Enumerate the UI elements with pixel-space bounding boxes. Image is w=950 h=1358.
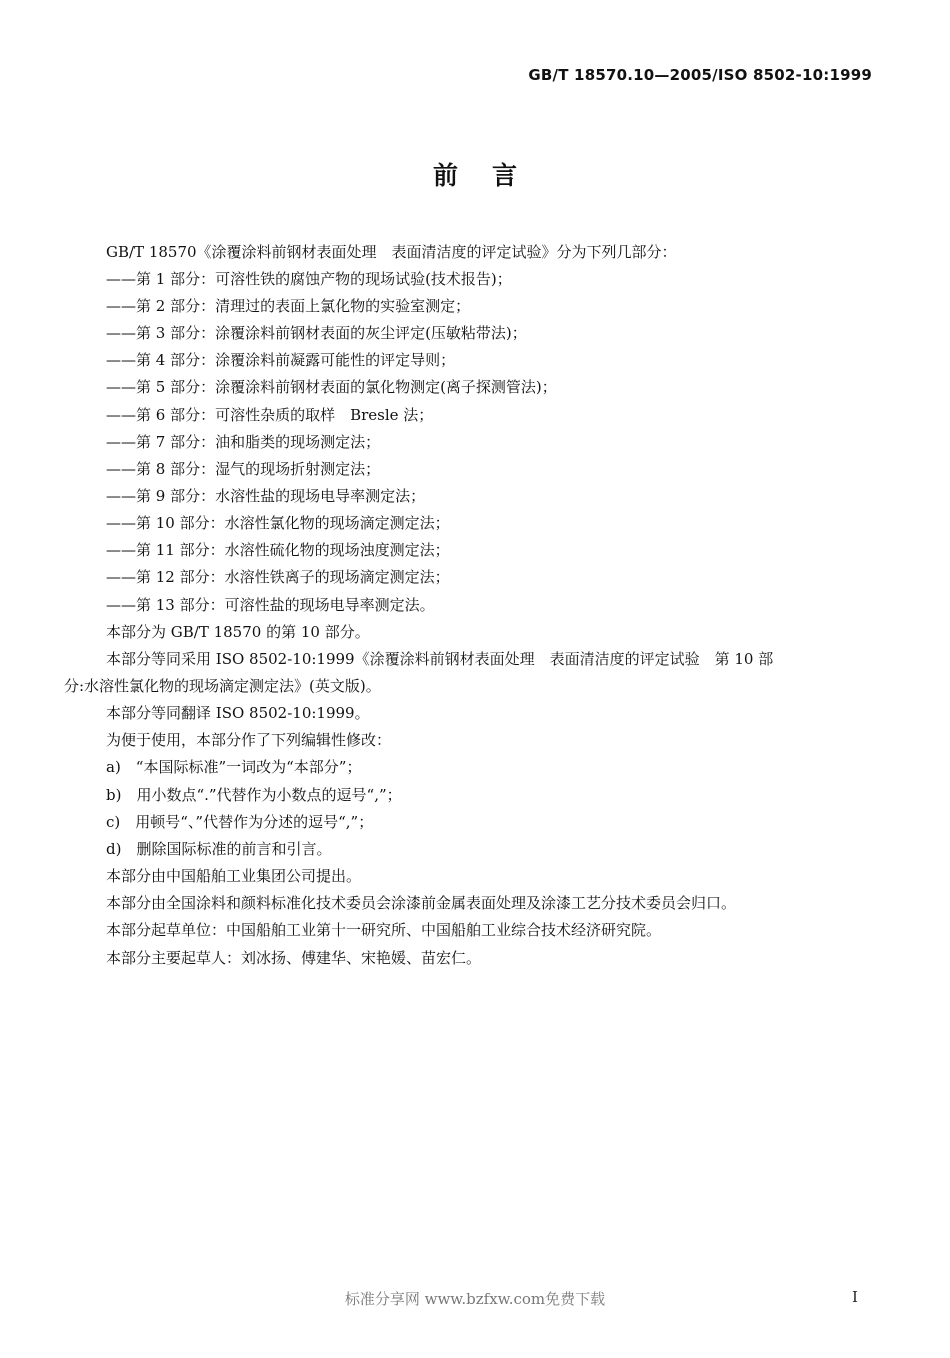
part-list-item: ——第 2 部分：清理过的表面上氯化物的实验室测定； [106,297,471,315]
part-list-item: ——第 3 部分：涂覆涂料前钢材表面的灰尘评定(压敏粘带法)； [106,324,527,342]
part-list-item: ——第 6 部分：可溶性杂质的取样 Bresle 法； [106,406,434,424]
drafters-paragraph: 本部分主要起草人：刘冰扬、傅建华、宋艳媛、苗宏仁。 [106,949,482,967]
part-list-item: ——第 12 部分：水溶性铁离子的现场滴定测定法； [106,568,450,586]
centralizer-paragraph: 本部分由全国涂料和颜料标准化技术委员会涂漆前金属表面处理及涂漆工艺分技术委员会归口。 [106,894,737,912]
edits-intro-paragraph: 为便于使用，本部分作了下列编辑性修改： [106,731,392,749]
part-list-item: ——第 9 部分：水溶性盐的现场电导率测定法； [106,487,426,505]
drafting-units-paragraph: 本部分起草单位：中国船舶工业第十一研究所、中国船舶工业综合技术经济研究院。 [106,921,662,939]
intro-paragraph: GB/T 18570《涂覆涂料前钢材表面处理 表面清洁度的评定试验》分为下列几部分： [106,243,677,261]
standard-code-header: GB/T 18570.10—2005/ISO 8502-10:1999 [528,66,872,84]
part-list-item: ——第 5 部分：涂覆涂料前钢材表面的氯化物测定(离子探测管法)； [106,378,557,396]
part-list-item: ——第 1 部分：可溶性铁的腐蚀产物的现场试验(技术报告)； [106,270,512,288]
footer-watermark: 标准分享网 www.bzfxw.com免费下载 [344,1290,606,1308]
this-part-paragraph: 本部分为 GB/T 18570 的第 10 部分。 [106,623,370,641]
part-list-item: ——第 11 部分：水溶性硫化物的现场浊度测定法； [106,541,450,559]
translation-paragraph: 本部分等同翻译 ISO 8502-10:1999。 [106,704,370,722]
edit-list-item: b) 用小数点“.”代替作为小数点的逗号“,”； [106,786,402,804]
page-title: 前言 [432,161,551,190]
page-number: I [852,1288,858,1306]
part-list-item: ——第 7 部分：油和脂类的现场测定法； [106,433,381,451]
proposer-paragraph: 本部分由中国船舶工业集团公司提出。 [106,867,362,885]
part-list-item: ——第 10 部分：水溶性氯化物的现场滴定测定法； [106,514,450,532]
part-list-item: ——第 4 部分：涂覆涂料前凝露可能性的评定导则； [106,351,456,369]
part-list-item: ——第 13 部分：可溶性盐的现场电导率测定法。 [106,596,435,614]
edit-list-item: d) 删除国际标准的前言和引言。 [106,840,332,858]
adoption-paragraph-line1: 本部分等同采用 ISO 8502-10:1999《涂覆涂料前钢材表面处理 表面清洁度的评定试验 第 10 部 [106,650,774,668]
part-list-item: ——第 8 部分：湿气的现场折射测定法； [106,460,381,478]
edit-list-item: c) 用顿号“、”代替作为分述的逗号“,”； [106,813,374,831]
adoption-paragraph-line2: 分:水溶性氯化物的现场滴定测定法》(英文版)。 [64,677,381,695]
edit-list-item: a) “本国际标准”一词改为“本部分”； [106,758,362,776]
